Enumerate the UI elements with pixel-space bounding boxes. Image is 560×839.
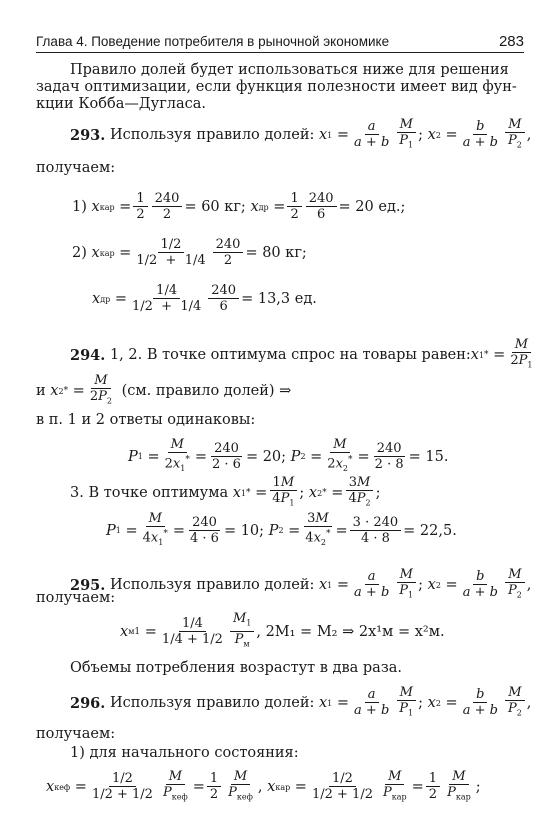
problem-lead: Используя правило долей: [109, 577, 315, 594]
intro-paragraph [36, 62, 524, 113]
item1-result: = 60 кг; [184, 199, 246, 215]
item-label: 2) [72, 245, 87, 261]
problem-295-formula: x м 1 = $\frac{1/4}{1/4 + 1/2}$ $\frac{M_1}{P_м}$ , 2M₁ = M₂ ⇒ 2x¹м = x²м. [120, 611, 445, 649]
problem-294-prices: P 1 = $\frac{M}{2x_1^*}$ = $\frac{240}{2 \cdot 6}$ = 20; P 2 = $\frac{M}{2x_2^*}$ = $\frac{240}{2 \cdot 8}$ = 15. [128, 437, 449, 473]
item2-result: = 80 кг; [245, 245, 307, 261]
item-label: 1) [72, 199, 87, 215]
problem-lead: Используя правило долей: [109, 127, 315, 144]
intro-line-2: задач оптимизации, если функция полезности имеет вид фун- [36, 79, 517, 95]
page-header [36, 30, 524, 53]
price-3: = 10; [223, 522, 265, 539]
problem-293-item-2: 2) x кар = $\frac{1/2}{1/2 + 1/4}$ $\frac{240}{2}$ = 80 кг; [72, 237, 307, 268]
problem-number: 296. [70, 694, 106, 712]
problem-294-line-2: и x 2 * = $\frac{M}{2P_2}$ (см. правило долей) ⇒ [36, 373, 292, 406]
problem-number: 295. [70, 576, 106, 594]
price-4: = 22,5. [403, 522, 457, 539]
problem-296-got: получаем: [36, 726, 116, 742]
intro-line-1: Правило долей будет использоваться ниже для решения [70, 62, 509, 78]
problem-294-same: в п. 1 и 2 ответы одинаковы: [36, 412, 256, 428]
problem-296-item-1: 1) для начального состояния: [70, 745, 299, 761]
problem-296-lead: 296. Используя правило долей: x 1 = $\frac{a}{a + b}$ $\frac{M}{P_1}$ ; x 2 = $\frac{b}{a + b}$ $\frac{M}{P_2}$ , [70, 685, 532, 719]
conj: и [36, 383, 46, 400]
reference: (см. правило долей) ⇒ [121, 383, 292, 400]
price-1: = 20; [245, 448, 287, 465]
item1-result-2: = 20 ед.; [338, 199, 406, 215]
problem-294-prices-3: P 1 = $\frac{M}{4x_1^*}$ = $\frac{240}{4 \cdot 6}$ = 10; P 2 = $\frac{3M}{4x_2^*}$ = $\frac{3 \cdot 240}{4 \cdot 8}$ = 22,5. [106, 511, 457, 547]
relation: 2M₁ = M₂ ⇒ 2x¹м = x²м. [265, 623, 445, 640]
problem-295-got: получаем: [36, 590, 116, 606]
price-2: = 15. [408, 448, 449, 465]
problem-293-item-2b: x др = $\frac{1/4}{1/2 + 1/4}$ $\frac{240}{6}$ = 13,3 ед. [92, 283, 317, 314]
problem-293-lead: 293. Используя правило долей: x 1 = $\frac{a}{a + b}$ $\frac{M}{P_1}$ ; x 2 = $\frac{b}{a + b}$ $\frac{M}{P_2}$ , [70, 117, 532, 151]
problem-293-item-1: 1) x кар = $\frac{1}{2}$ $\frac{240}{2}$ = 60 кг; x др = $\frac{1}{2}$ $\frac{240}{6}$ = 20 ед.; [72, 191, 406, 222]
problem-lead: 1, 2. В точке оптимума спрос на товары равен: [109, 347, 471, 364]
page-number: 283 [498, 33, 524, 50]
item-3-text: 3. В точке оптимума [70, 485, 229, 502]
problem-293-got: получаем: [36, 160, 116, 176]
problem-295-lead: 295. Используя правило долей: x 1 = $\frac{a}{a + b}$ $\frac{M}{P_1}$ ; x 2 = $\frac{b}{a + b}$ $\frac{M}{P_2}$ , [70, 567, 532, 601]
problem-294-lead: 294. 1, 2. В точке оптимума спрос на товары равен: x 1 * = $\frac{M}{2P_1}$ [70, 337, 533, 370]
item2-result-2: = 13,3 ед. [241, 291, 317, 307]
problem-296-formula: x кеф = $\frac{1/2}{1/2 + 1/2}$ $\frac{M}{P_{кеф}}$ = $\frac{1}{2}$ $\frac{M}{P_{кеф}}$ , x кар = $\frac{1/2}{1/2 + 1/2}$ $\frac{M}{P_{кар}}$ = $\frac{1}{2}$ $\frac{M}{P_{кар}}$ ; [46, 769, 481, 803]
intro-line-3: кции Кобба—Дугласа. [36, 96, 207, 112]
problem-lead: Используя правило долей: [109, 695, 315, 712]
problem-number: 293. [70, 126, 106, 144]
problem-295-result: Объемы потребления возрастут в два раза. [70, 660, 402, 676]
running-title: Глава 4. Поведение потребителя в рыночной экономике [36, 34, 390, 49]
problem-number: 294. [70, 346, 106, 364]
problem-294-item-3: 3. В точке оптимума x 1 * = $\frac{1M}{4P_1}$ ; x 2 * = $\frac{3M}{4P_2}$ ; [70, 475, 381, 508]
